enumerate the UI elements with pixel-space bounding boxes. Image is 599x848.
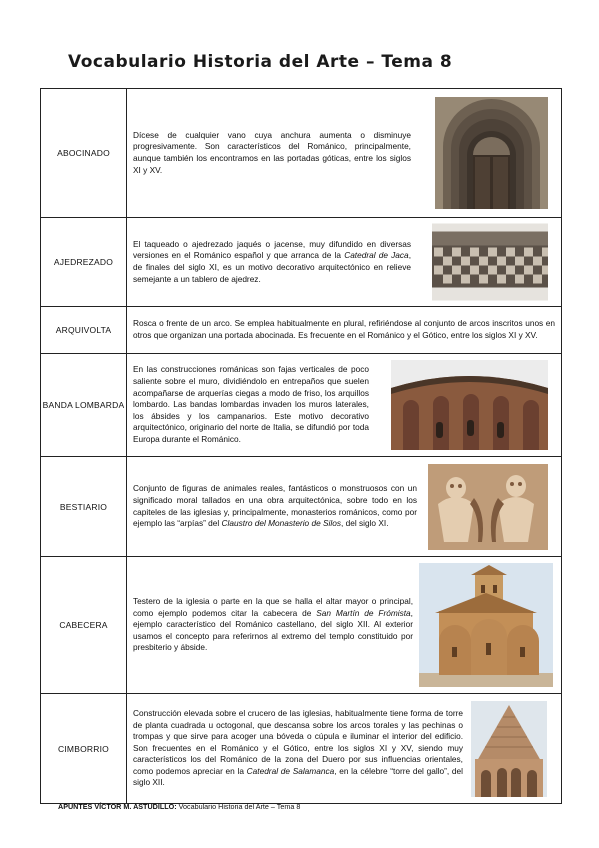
definition-segment: Rosca o frente de un arco. Se emplea habitualmente en plural, refiriéndose al conjunto de arcos inscritos unos en otros que organizan una portada abocinada. Es frecuente en el Románico y el Gótico, entre los siglos XI y XV. — [133, 318, 555, 340]
definition-segment: En las construcciones románicas son fajas verticales de poco saliente sobre el muro, dividiéndolo en entrepaños que suelen acompañarse de arquerías ciegas a modo de friso, los arquillos lombardo. Las bandas lombardas invaden los muros laterales, los ábsides y los campanarios. Este motivo decorativo arquitectónico, originario del norte de Italia, se difundió por toda Europa durante el Románico. — [133, 364, 369, 444]
definition-segment: Construcción elevada sobre el crucero de las iglesias, habitualmente tiene forma de torre de planta cuadrada u octogonal, que descansa sobre los arcos torales y las pechinas o trompas y que sirve para acoger una bóveda o cúpula e iluminar el interior del edificio. Son frecuentes en el Románico y el Gótico, entre los siglos XI y XV, siendo muy característicos los del Románico de la zona del Duero por sus influencias orientales, como podemos apreciar en la — [133, 707, 463, 776]
definition-text — [133, 596, 413, 654]
definition-text — [133, 483, 417, 529]
definition-italic-segment: Catedral de Salamanca — [246, 765, 335, 776]
definition-text — [133, 708, 463, 789]
vocabulary-table — [40, 88, 562, 804]
definition-segment: Conjunto de figuras de animales reales, fantásticos o monstruosos con un significado moral tallados en una obra arquitectónica, sobre todo en los capiteles de las iglesias y, principalmente, monasterios románicos, como por ejemplo las “arpías” del — [133, 483, 417, 529]
definition-segment: , en la célebre “torre del gallo”, del siglo XII. — [133, 765, 464, 788]
definition-cell — [127, 694, 562, 804]
definition-segment: Dícese de cualquier vano cuya anchura aumenta o disminuye progresivamente. Son característicos del Románico, principalmente, aunque también los encontramos en las portadas góticas, entre los siglos XI y XV. — [133, 129, 411, 175]
table-row — [41, 354, 562, 457]
cimborrio-tower-photo-icon — [471, 701, 547, 797]
definition-segment: El taqueado o ajedrezado jaqués o jacense, muy difundido en diversas versiones en el Románico español y que arranca de la — [133, 238, 411, 261]
term-cell: BESTIARIO — [41, 457, 127, 557]
definition-cell — [127, 307, 562, 354]
definition-text — [133, 239, 411, 285]
abocinado-portal-photo-icon — [435, 97, 548, 209]
definition-cell — [127, 218, 562, 307]
footer-subject: Vocabulario Historia del Arte – Tema 8 — [176, 802, 301, 811]
definition-italic-segment: Catedral de Jaca — [344, 250, 409, 261]
page-footer — [58, 802, 300, 811]
page-title: Vocabulario Historia del Arte – Tema 8 — [68, 52, 453, 72]
definition-cell — [127, 89, 562, 218]
bestiario-capital-photo-icon — [428, 464, 548, 550]
table-row — [41, 457, 562, 557]
table-row — [41, 89, 562, 218]
term-cell: ABOCINADO — [41, 89, 127, 218]
footer-author: APUNTES VÍCTOR M. ASTUDILLO: — [58, 802, 177, 811]
term-cell: ARQUIVOLTA — [41, 307, 127, 354]
table-row — [41, 218, 562, 307]
definition-italic-segment: San Martín de Frómista — [316, 607, 411, 618]
definition-cell — [127, 457, 562, 557]
table-row — [41, 307, 562, 354]
table-row — [41, 557, 562, 694]
banda-lombarda-apse-photo-icon — [391, 360, 548, 450]
term-cell: CABECERA — [41, 557, 127, 694]
definition-cell — [127, 557, 562, 694]
ajedrezado-moulding-photo-icon — [432, 224, 548, 301]
definition-segment: , de finales del siglo XI, es un motivo decorativo arquitectónico en relieve semejante a un tablero de ajedrez. — [133, 250, 411, 284]
definition-segment: , ejemplo característico del Románico castellano, del siglo XII. Al exterior usamos el concepto para referirnos al extremo del templo constituido por presbiterio y ábside. — [133, 607, 413, 653]
definition-text — [133, 130, 411, 176]
definition-italic-segment: Claustro del Monasterio de Silos — [221, 518, 341, 529]
definition-segment: , del siglo XI. — [341, 518, 389, 529]
definition-text — [133, 364, 369, 445]
cabecera-church-photo-icon — [419, 563, 553, 687]
term-cell: AJEDREZADO — [41, 218, 127, 307]
term-cell: CIMBORRIO — [41, 694, 127, 804]
definition-text — [133, 318, 555, 341]
term-cell: BANDA LOMBARDA — [41, 354, 127, 457]
definition-cell — [127, 354, 562, 457]
table-row — [41, 694, 562, 804]
definition-segment: Testero de la iglesia o parte en la que se halla el altar mayor o principal, como ejemplo podemos citar la cabecera de — [133, 596, 413, 618]
